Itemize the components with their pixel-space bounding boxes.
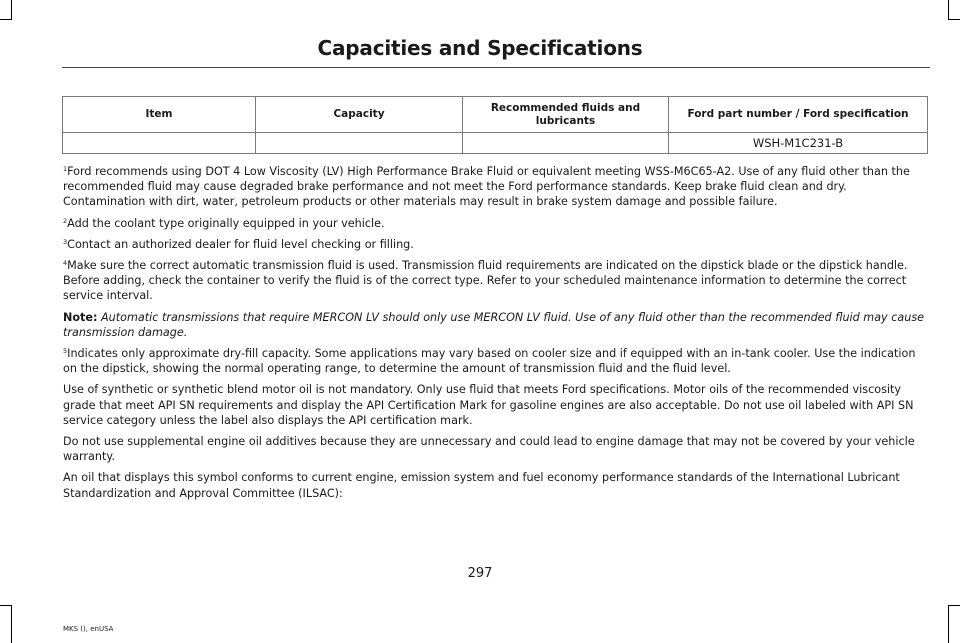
capacities-table (62, 96, 928, 154)
page-number: 297 (467, 566, 493, 581)
table-row (63, 133, 928, 154)
header-capacity: Capacity (256, 97, 463, 133)
table-cell (463, 133, 669, 154)
crop-mark-bottom-right-h (948, 605, 960, 606)
ilsac-paragraph: An oil that displays this symbol conforms to current engine, emission system and fuel economy performance standards of the International Lubricant Standardization and Approval Committee (ILSAC): (63, 471, 900, 500)
crop-mark-bottom-left-h (0, 605, 12, 606)
header-recommended-fluids: Recommended fluids and lubricants (463, 97, 669, 133)
table-cell: WSH-M1C231-B (669, 133, 928, 154)
footnote-5: $^5$Indicates only approximate dry-fill capacity. Some applications may vary based on cooler size and if equipped with an in-tank cooler. Use the indication on the dipstick, showing the normal operating range, to determine the amount of transmission fluid and the fluid level. (63, 347, 916, 376)
header-item: Item (63, 97, 256, 133)
header-ford-part-number: Ford part number / Ford specification (669, 97, 928, 133)
footnotes (63, 164, 929, 507)
crop-mark-top-left (11, 0, 12, 20)
table-cell (63, 133, 256, 154)
additives-paragraph: Do not use supplemental engine oil additives because they are unnecessary and could lead to engine damage that may not be covered by your vehicle warranty. (63, 435, 915, 464)
table-cell (256, 133, 463, 154)
synthetic-oil-paragraph: Use of synthetic or synthetic blend motor oil is not mandatory. Only use fluid that meets Ford specifications. Motor oils of the recommended viscosity grade that meet API SN requirements and display the API Certification Mark for gasoline engines are also acceptable. Do not use oil labeled with API SN service category unless the label also displays the API certification mark. (63, 383, 914, 427)
footnote-1: $^1$Ford recommends using DOT 4 Low Viscosity (LV) High Performance Brake Fluid or equivalent meeting WSS-M6C65-A2. Use of any fluid other than the recommended fluid may cause degraded brake performance and not meet the Ford performance standards. Keep brake fluid clean and dry. Contamination with dirt, water, petroleum products or other materials may result in brake system damage and possible failure. (63, 165, 910, 209)
crop-mark-bottom-right (948, 605, 949, 643)
crop-mark-top-left-h (0, 19, 12, 20)
note-text: Automatic transmissions that require MERCON LV should only use MERCON LV fluid. Use of any fluid other than the recommended fluid may cause transmission damage. (63, 310, 925, 339)
footnote-2: $^2$Add the coolant type originally equipped in your vehicle. (63, 216, 385, 230)
crop-mark-top-right (948, 0, 949, 20)
footer-label: MKS (), enUSA (63, 625, 114, 633)
footnote-4: $^4$Make sure the correct automatic transmission fluid is used. Transmission fluid requirements are indicated on the dipstick blade or the dipstick handle. Before adding, check the container to verify the fluid is of the correct type. Refer to your scheduled maintenance information to determine the correct service interval. (63, 259, 908, 303)
note-label: Note: (63, 310, 98, 324)
page-title: Capacities and Specifications (317, 36, 643, 60)
crop-mark-bottom-left (11, 605, 12, 643)
crop-mark-top-right-h (948, 19, 960, 20)
footnote-3: $^3$Contact an authorized dealer for fluid level checking or filling. (63, 237, 414, 251)
table-header-row (63, 97, 928, 133)
transmission-note (63, 310, 929, 340)
title-rule (62, 67, 930, 68)
